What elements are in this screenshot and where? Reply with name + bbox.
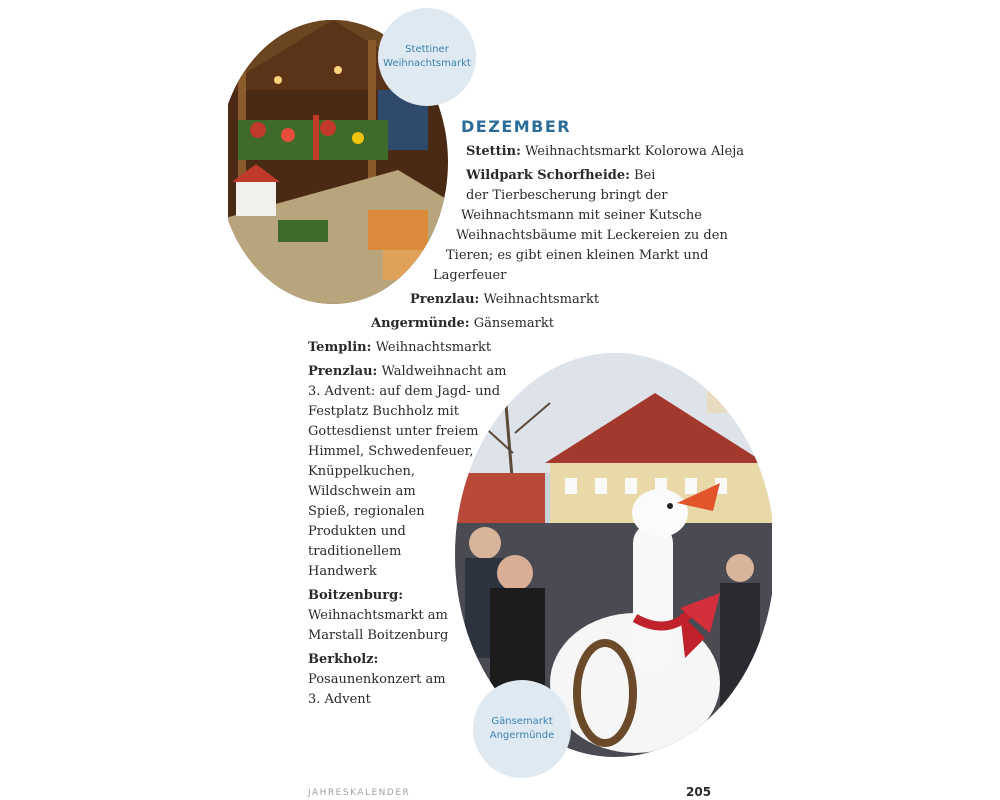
caption-line: Stettiner: [405, 44, 449, 55]
entry-text-line: Produkten und: [308, 524, 406, 539]
entry-place: Angermünde:: [371, 316, 470, 331]
entry-text-line: Gottesdienst unter freiem: [308, 424, 479, 439]
entry-berkholz-place: [308, 650, 378, 670]
entry-prenzlau-weihnachtsmarkt: [410, 290, 599, 310]
entry-wildpark: [466, 166, 655, 186]
entry-text-line: 3. Advent: [308, 692, 371, 707]
entry-place: Templin:: [308, 340, 372, 355]
entry-text-line: Wildschwein am: [308, 484, 416, 499]
entry-text-line: Weihnachtsmann mit seiner Kutsche: [461, 208, 702, 223]
entry-text: Weihnachtsmarkt: [371, 340, 492, 355]
entry-place: Prenzlau:: [308, 364, 378, 379]
entry-place: Stettin:: [466, 144, 521, 159]
entry-stettin: [466, 142, 744, 162]
entry-place: Boitzenburg:: [308, 588, 403, 603]
book-page: [228, 0, 772, 800]
entry-text: Bei: [629, 168, 656, 183]
caption-line: Gänsemarkt: [491, 716, 553, 727]
month-heading: DEZEMBER: [461, 117, 572, 136]
entry-text-line: Weihnachtsbäume mit Leckereien zu den: [456, 228, 728, 243]
entry-angermuende: [371, 314, 554, 334]
caption-line: Angermünde: [489, 730, 555, 741]
entry-text-line: Himmel, Schwedenfeuer,: [308, 444, 474, 459]
entry-prenzlau-waldweihnacht: [308, 362, 507, 382]
entry-boitzenburg-place: [308, 586, 403, 606]
entry-text-line: Lagerfeuer: [433, 268, 507, 283]
entry-text-line: Posaunenkonzert am: [308, 672, 446, 687]
running-footer-section: JAHRESKALENDER: [308, 788, 411, 798]
entry-text-line: Marstall Boitzenburg: [308, 628, 449, 643]
entry-text-line: der Tierbescherung bringt der: [466, 188, 668, 203]
entry-text: Weihnachtsmarkt: [479, 292, 600, 307]
entry-text-line: Tieren; es gibt einen kleinen Markt und: [446, 248, 709, 263]
entry-text: Weihnachtsmarkt Kolorowa Aleja: [520, 144, 744, 159]
page-number: 205: [686, 785, 712, 799]
entry-text-line: traditionellem: [308, 544, 402, 559]
entry-text-line: Spieß, regionalen: [308, 504, 425, 519]
entry-place: Wildpark Schorfheide:: [466, 168, 630, 183]
caption-line: Weihnachtsmarkt: [383, 58, 471, 69]
entry-text-line: 3. Advent: auf dem Jagd- und: [308, 384, 501, 399]
entry-templin: [308, 338, 491, 358]
entry-text-line: Weihnachtsmarkt am: [308, 608, 448, 623]
caption-gaensemarkt-angermuende: [473, 680, 571, 778]
entry-text-line: Knüppelkuchen,: [308, 464, 416, 479]
entry-text: Waldweihnacht am: [377, 364, 507, 379]
entry-place: Prenzlau:: [410, 292, 480, 307]
entry-text-line: Handwerk: [308, 564, 377, 579]
entry-text-line: Festplatz Buchholz mit: [308, 404, 459, 419]
caption-stettiner-weihnachtsmarkt: [378, 8, 476, 106]
entry-place: Berkholz:: [308, 652, 379, 667]
entry-text: Gänsemarkt: [469, 316, 554, 331]
